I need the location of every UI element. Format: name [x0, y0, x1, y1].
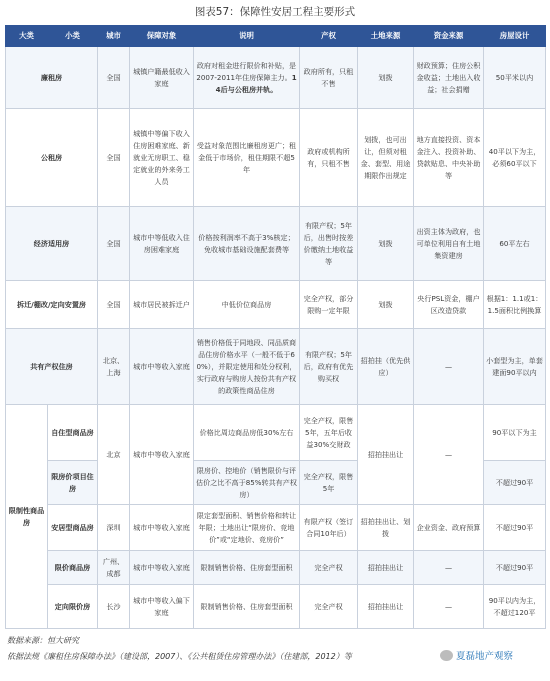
table-row [6, 505, 546, 551]
rights-cell: 完全产权 [300, 585, 358, 629]
land-cell: 招拍挂（优先供应） [358, 329, 414, 405]
desc-bold: 14后与公租房并轨。 [215, 72, 297, 94]
design-cell: 不超过90平 [484, 461, 546, 505]
land-cell: 划拨，也可出让，但须对租金、套型、用途期限作出规定 [358, 109, 414, 207]
col-header: 小类 [48, 26, 98, 47]
table-row [6, 329, 546, 405]
rights-cell: 政府所有，只租不售 [300, 47, 358, 109]
target-cell: 城市居民被拆迁户 [130, 281, 194, 329]
land-cell: 划拨 [358, 47, 414, 109]
subcategory-cell: 安居型商品房 [48, 505, 98, 551]
subcategory-cell: 限价商品房 [48, 551, 98, 585]
table-row [6, 405, 546, 461]
city-cell: 长沙 [98, 585, 130, 629]
desc-cell: 限房价、控地价（销售限价与评估价之比不高于85%转共有产权房） [194, 461, 300, 505]
funds-cell: 地方直接投资、资本金注入、投资补助、贷款贴息、中央补助等 [414, 109, 484, 207]
funds-cell: 企业资金、政府预算 [414, 505, 484, 551]
funds-cell: — [414, 551, 484, 585]
table-row [6, 109, 546, 207]
col-header: 城市 [98, 26, 130, 47]
target-cell: 城镇中等偏下收入住房困难家庭、新就业无房职工、稳定就业的外来务工人员 [130, 109, 194, 207]
desc-text: 政府对租金进行限价和补贴，是2007-2011年住房保障主力。 [196, 60, 297, 82]
land-cell: 招拍挂出让 [358, 585, 414, 629]
category-cell: 共有产权住房 [6, 329, 98, 405]
wechat-icon [440, 650, 453, 661]
rights-cell: 有限产权（签订合同10年后） [300, 505, 358, 551]
design-cell: 小套型为主，单套建面90平以内 [484, 329, 546, 405]
funds-cell: 央行PSL资金，棚户区改造贷款 [414, 281, 484, 329]
target-cell: 城市中等低收入住房困难家庭 [130, 207, 194, 281]
rights-cell: 完全产权，限售5年 [300, 461, 358, 505]
rights-cell: 完全产权，限售5年，五年后收益30%交财政 [300, 405, 358, 461]
table-row [6, 585, 546, 629]
table-row [6, 47, 546, 109]
regulation-source: 依据法规《廉租住房保障办法》（建设部，2007）、《公共租赁住房管理办法》（住建部，2012）等 [7, 652, 352, 661]
land-cell: 招拍挂出让 [358, 405, 414, 505]
logo-text: 夏磊地产观察 [456, 651, 514, 662]
funds-cell: — [414, 585, 484, 629]
land-cell: 划拨 [358, 281, 414, 329]
desc-cell: 限制销售价格、住房套型面积 [194, 551, 300, 585]
desc-cell: 销售价格低于同地段、同品质商品住房价格水平（一般不低于60%），并限定使用和处分权利，实行政府与购房人按份共有产权的政策性商品住房 [194, 329, 300, 405]
funds-cell: 出资主体为政府，也可单位利用自有土地集资建房 [414, 207, 484, 281]
category-cell: 拆迁/棚改/定向安置房 [6, 281, 98, 329]
subcategory-cell: 定向限价房 [48, 585, 98, 629]
header-row [6, 26, 546, 47]
subcategory-cell: 自住型商品房 [48, 405, 98, 461]
col-header: 资金来源 [414, 26, 484, 47]
category-cell: 经济适用房 [6, 207, 98, 281]
subcategory-cell: 限房价项目住房 [48, 461, 98, 505]
rights-cell: 有限产权；5年后，政府有优先购买权 [300, 329, 358, 405]
category-cell: 公租房 [6, 109, 98, 207]
table-title: 图表57：保障性安居工程主要形式 [194, 6, 356, 18]
desc-cell: 价格比周边商品房低30%左右 [194, 405, 300, 461]
city-cell: 全国 [98, 109, 130, 207]
category-cell: 廉租房 [6, 47, 98, 109]
funds-cell: — [414, 405, 484, 505]
table-row [6, 281, 546, 329]
design-cell: 50平米以内 [484, 47, 546, 109]
col-header: 产权 [300, 26, 358, 47]
desc-cell: 价格按利润率不高于3%核定；免收城市基础设施配套费等 [194, 207, 300, 281]
land-cell: 招拍挂出让、划拨 [358, 505, 414, 551]
col-header: 说明 [194, 26, 300, 47]
design-cell: 90平以内为主，不超过120平 [484, 585, 546, 629]
rights-cell: 完全产权 [300, 551, 358, 585]
land-cell: 划拨 [358, 207, 414, 281]
col-header: 土地来源 [358, 26, 414, 47]
rights-cell: 有限产权；5年后，出售时按差价缴纳土地收益等 [300, 207, 358, 281]
target-cell: 城市中等收入家庭 [130, 551, 194, 585]
target-cell: 城市中等收入家庭 [130, 329, 194, 405]
desc-cell: 限制销售价格、住房套型面积 [194, 585, 300, 629]
city-cell: 全国 [98, 281, 130, 329]
city-cell: 深圳 [98, 505, 130, 551]
watermark-logo [440, 648, 513, 662]
target-cell: 城市中等收入家庭 [130, 405, 194, 505]
category-cell: 限制性商品房 [6, 405, 48, 629]
design-cell: 不超过90平 [484, 505, 546, 551]
table-row [6, 551, 546, 585]
city-cell: 全国 [98, 207, 130, 281]
rights-cell: 完全产权，部分限购一定年限 [300, 281, 358, 329]
housing-table [5, 25, 546, 629]
design-cell: 90平以下为主 [484, 405, 546, 461]
city-cell: 全国 [98, 47, 130, 109]
col-header: 房屋设计 [484, 26, 546, 47]
table-row [6, 207, 546, 281]
desc-cell: 受益对象范围比廉租房更广；租金低于市场价，租住期限不超5年 [194, 109, 300, 207]
design-cell: 60平左右 [484, 207, 546, 281]
city-cell: 广州、成都 [98, 551, 130, 585]
design-cell: 不超过90平 [484, 551, 546, 585]
desc-cell [194, 47, 300, 109]
design-cell: 40平以下为主，必须60平以下 [484, 109, 546, 207]
col-header: 保障对象 [130, 26, 194, 47]
desc-cell: 限定套型面积、销售价格和转让年限；土地出让“限房价、竞地价”或“定地价、竞房价” [194, 505, 300, 551]
funds-cell: 财政预算；住房公积金收益；土地出入收益；社会捐赠 [414, 47, 484, 109]
design-cell: 根据1：1.1或1：1.5面积比例换算 [484, 281, 546, 329]
target-cell: 城市中等收入偏下家庭 [130, 585, 194, 629]
land-cell: 招拍挂出让 [358, 551, 414, 585]
city-cell: 北京 [98, 405, 130, 505]
target-cell: 城镇户籍最低收入家庭 [130, 47, 194, 109]
city-cell: 北京、上海 [98, 329, 130, 405]
data-source: 数据来源：恒大研究 [7, 636, 79, 645]
funds-cell: — [414, 329, 484, 405]
target-cell: 城市中等收入家庭 [130, 505, 194, 551]
desc-cell: 中低价位商品房 [194, 281, 300, 329]
col-header: 大类 [6, 26, 48, 47]
rights-cell: 政府或机构所有，只租不售 [300, 109, 358, 207]
